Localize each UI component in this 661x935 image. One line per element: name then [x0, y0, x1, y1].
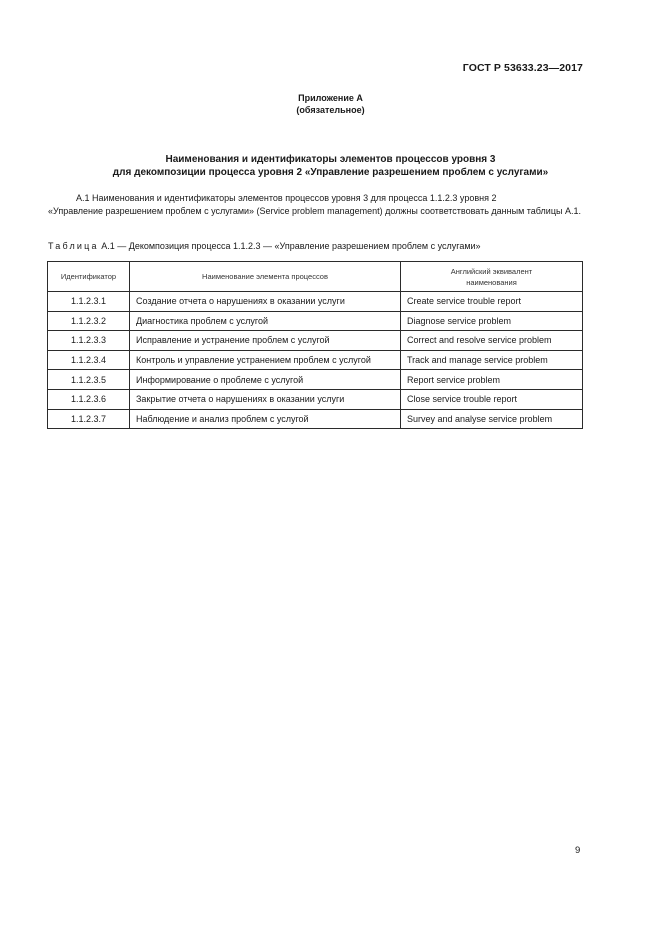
appendix-title: Приложение А	[298, 93, 363, 103]
paragraph-first-line: А.1 Наименования и идентификаторы элементов процессов уровня 3 для процесса 1.1.2.3 уровня 2	[76, 193, 497, 203]
table-header-row	[48, 262, 583, 292]
table-row	[48, 311, 583, 331]
paragraph-rest: «Управление разрешением проблем с услугами» (Service problem management) должны соответствовать данным таблицы А.1.	[48, 205, 581, 216]
cell-english: Create service trouble report	[401, 292, 583, 312]
cell-name: Диагностика проблем с услугой	[130, 311, 401, 331]
header-id: Идентификатор	[48, 262, 130, 292]
page-number: 9	[575, 845, 581, 856]
cell-english: Track and manage service problem	[401, 350, 583, 370]
cell-id: 1.1.2.3.3	[48, 331, 130, 351]
header-name: Наименование элемента процессов	[130, 262, 401, 292]
cell-id: 1.1.2.3.1	[48, 292, 130, 312]
table-row	[48, 409, 583, 429]
section-heading	[0, 153, 661, 179]
cell-id: 1.1.2.3.4	[48, 350, 130, 370]
table-row	[48, 370, 583, 390]
section-heading-line1: Наименования и идентификаторы элементов процессов уровня 3	[165, 154, 496, 165]
cell-english: Close service trouble report	[401, 389, 583, 409]
appendix-status: (обязательное)	[296, 105, 365, 115]
table-row	[48, 389, 583, 409]
table-caption-label: Таблица	[48, 241, 99, 251]
process-table	[47, 261, 583, 429]
cell-english: Survey and analyse service problem	[401, 409, 583, 429]
appendix-block	[0, 92, 661, 116]
cell-id: 1.1.2.3.2	[48, 311, 130, 331]
cell-id: 1.1.2.3.7	[48, 409, 130, 429]
standard-code: ГОСТ Р 53633.23—2017	[462, 62, 583, 74]
table-row	[48, 331, 583, 351]
cell-english: Report service problem	[401, 370, 583, 390]
header-english-line2: наименования	[466, 277, 517, 287]
table-caption	[48, 240, 582, 252]
cell-id: 1.1.2.3.6	[48, 389, 130, 409]
cell-name: Создание отчета о нарушениях в оказании услуги	[130, 292, 401, 312]
header-english-line1: Английский эквивалент	[450, 266, 533, 276]
cell-name: Закрытие отчета о нарушениях в оказании услуги	[130, 389, 401, 409]
table-caption-text: А.1 — Декомпозиция процесса 1.1.2.3 — «Управление разрешением проблем с услугами»	[101, 241, 481, 251]
table-row	[48, 292, 583, 312]
cell-name: Информирование о проблеме с услугой	[130, 370, 401, 390]
intro-paragraph	[48, 192, 582, 217]
section-heading-line2: для декомпозиции процесса уровня 2 «Управление разрешением проблем с услугами»	[112, 167, 549, 178]
cell-name: Контроль и управление устранением проблем с услугой	[130, 350, 401, 370]
cell-name: Исправление и устранение проблем с услугой	[130, 331, 401, 351]
header-english	[401, 262, 583, 292]
cell-name: Наблюдение и анализ проблем с услугой	[130, 409, 401, 429]
cell-english: Correct and resolve service problem	[401, 331, 583, 351]
cell-id: 1.1.2.3.5	[48, 370, 130, 390]
cell-english: Diagnose service problem	[401, 311, 583, 331]
table-row	[48, 350, 583, 370]
